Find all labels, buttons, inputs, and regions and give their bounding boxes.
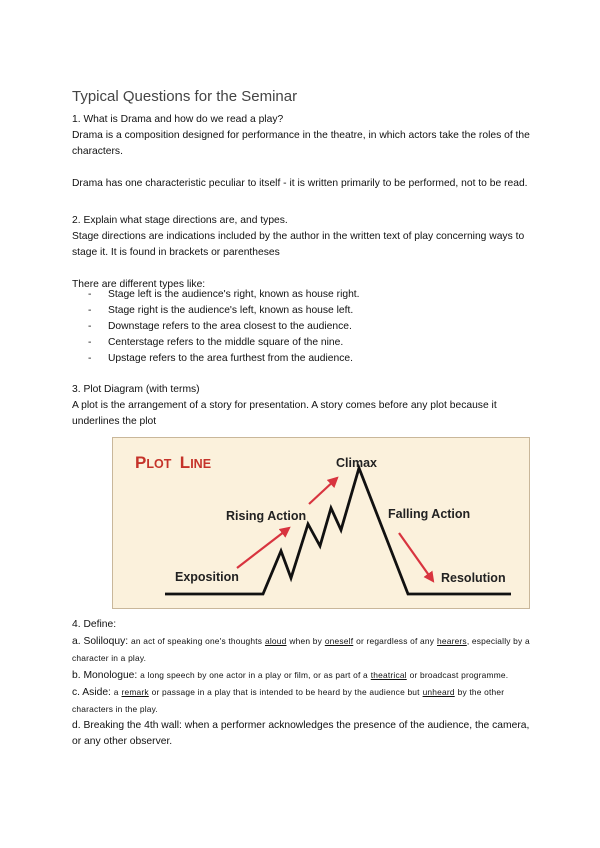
definition-aside: c. Aside: a remark or passage in a play that is intended to be heard by the audience but unheard by the other characters in the play. — [72, 687, 505, 714]
definition-monologue: b. Monologue: a long speech by one actor in a play or film, or as part of a theatrical or broadcast programme. — [72, 670, 509, 681]
list-item: - Downstage refers to the area closest to the audience. — [88, 319, 528, 335]
question-3-heading: 3. Plot Diagram (with terms) — [72, 384, 200, 395]
label-climax: Climax — [336, 456, 377, 470]
term-soliloquy: a. Soliloquy: — [72, 636, 129, 647]
question-1-answer-2: Drama has one characteristic peculiar to itself - it is written primarily to be performed, not to be read. — [72, 178, 528, 189]
link-oneself[interactable]: oneself — [324, 636, 354, 646]
label-resolution: Resolution — [441, 571, 506, 585]
list-item: - Upstage refers to the area furthest from the audience. — [88, 351, 528, 367]
question-3 — [72, 382, 532, 430]
question-2 — [72, 213, 532, 293]
question-2-heading: 2. Explain what stage directions are, and types. — [72, 215, 288, 226]
question-1-heading: 1. What is Drama and how do we read a play? — [72, 114, 284, 125]
document-title: Typical Questions for the Seminar — [72, 88, 298, 105]
question-1 — [72, 112, 532, 192]
definition-breaking-4th-wall: d. Breaking the 4th wall: when a performer acknowledges the presence of the audience, the camera, or any other observer. — [72, 720, 530, 747]
list-item: - Stage left is the audience's right, known as house right. — [88, 287, 528, 303]
term-monologue: b. Monologue: — [72, 670, 138, 681]
question-3-answer: A plot is the arrangement of a story for presentation. A story comes before any plot because it underlines the plot — [72, 400, 497, 427]
diagram-title: PLOT LINE — [135, 453, 212, 472]
link-theatrical[interactable]: theatrical — [370, 670, 407, 680]
link-remark[interactable]: remark — [121, 687, 149, 697]
definition-soliloquy: a. Soliloquy: an act of speaking one's thoughts aloud when by oneself or regardless of any hearers, especially by a character in a play. — [72, 636, 530, 663]
falling-arrow — [399, 533, 433, 581]
term-aside: c. Aside: — [72, 687, 111, 698]
types-intro: There are different types like: — [72, 279, 206, 290]
list-item: - Stage right is the audience's left, known as house left. — [88, 303, 528, 319]
stage-direction-types-list — [88, 287, 528, 367]
question-2-answer: Stage directions are indications included by the author in the written text of play concerning ways to stage it. It is found in brackets or parentheses — [72, 231, 525, 258]
question-1-answer-1: Drama is a composition designed for performance in the theatre, in which actors take the roles of the characters. — [72, 130, 530, 157]
question-4-heading: 4. Define: — [72, 619, 117, 630]
label-exposition: Exposition — [175, 570, 239, 584]
plot-line-svg — [113, 438, 531, 610]
question-4 — [72, 617, 532, 750]
plot-line-diagram — [112, 437, 530, 609]
link-hearers[interactable]: hearers — [437, 636, 467, 646]
link-aloud[interactable]: aloud — [264, 636, 287, 646]
link-unheard[interactable]: unheard — [422, 687, 455, 697]
rising-arrow-2 — [309, 478, 337, 504]
label-falling-action: Falling Action — [388, 507, 471, 521]
list-item: - Centerstage refers to the middle square of the nine. — [88, 335, 528, 351]
label-rising-action: Rising Action — [226, 509, 307, 523]
